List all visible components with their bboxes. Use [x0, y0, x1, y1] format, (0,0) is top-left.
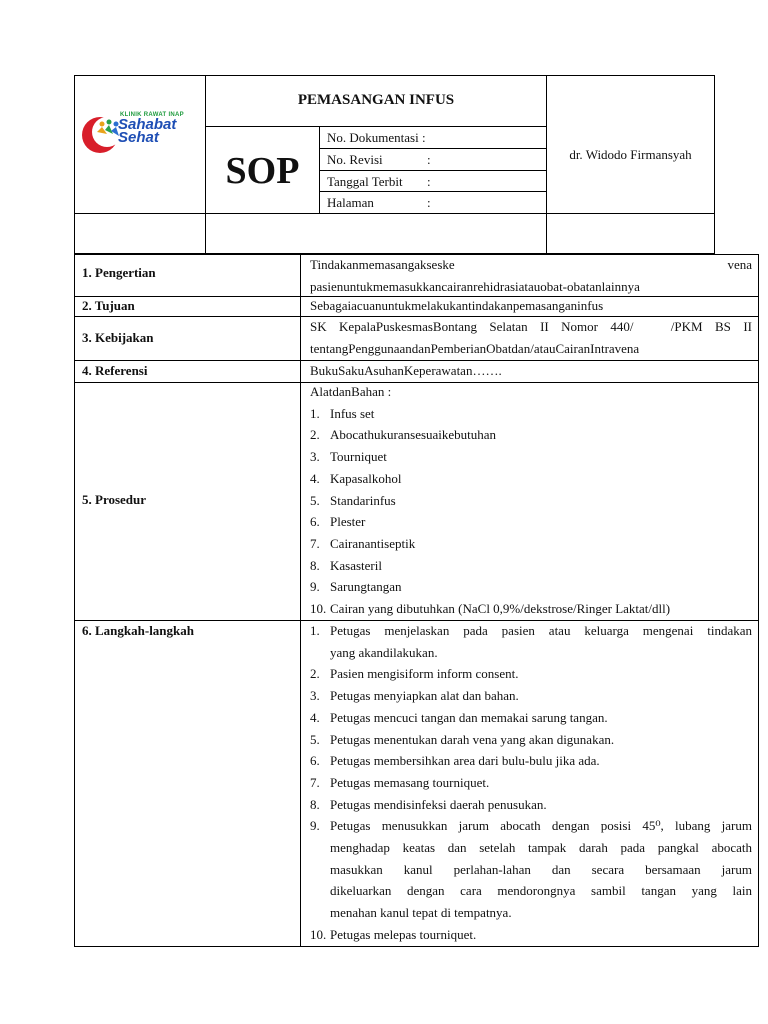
item-number: 3.: [310, 688, 320, 704]
pengertian-line2: pasienuntukmemasukkancairanrehidrasiatauobat-obatanlainnya: [310, 278, 640, 294]
meta-value: :: [427, 195, 431, 210]
item-number: 6.: [310, 514, 320, 530]
item-text: Tourniquet: [330, 449, 387, 465]
item-number: 8.: [310, 557, 320, 573]
meta-label: Tanggal Terbit: [327, 174, 403, 189]
text-prosedur: [310, 381, 752, 620]
meta-value: :: [427, 152, 431, 167]
item-line: yang akandilakukan.: [330, 644, 438, 660]
item-number: 6.: [310, 753, 320, 769]
prosedur-item: [310, 446, 752, 468]
label-langkah: 6. Langkah-langkah: [82, 623, 194, 638]
item-number: 1.: [310, 623, 320, 638]
item-number: 3.: [310, 449, 320, 465]
langkah-list: [310, 620, 752, 946]
clinic-logo: [80, 110, 202, 160]
label-referensi: 4. Referensi: [82, 363, 148, 378]
item-number: 5.: [310, 731, 320, 747]
pengertian-text-b: vena: [727, 257, 752, 272]
clinic-tagline: KLINIK RAWAT INAP: [120, 112, 184, 118]
item-number: 4.: [310, 470, 320, 486]
text-referensi: BukuSakuAsuhanKeperawatan…….: [310, 363, 502, 378]
item-line: Petugas menyiapkan alat dan bahan.: [330, 688, 519, 704]
kebijakan-line2: tentangPenggunaandanPemberianObatdan/atauCairanIntravena: [310, 340, 640, 356]
langkah-item: [310, 707, 752, 729]
item-number: 10.: [310, 601, 327, 617]
meta-label: No. Dokumentasi :: [327, 130, 426, 145]
prosedur-item: [310, 424, 752, 446]
prosedur-item: [310, 468, 752, 490]
label-pengertian: 1. Pengertian: [82, 265, 156, 280]
item-line: menghadap keatas dan setelah tampak darah pada pangkal abocath: [330, 840, 752, 856]
item-text: Kasasteril: [330, 557, 382, 573]
prosedur-item: [310, 598, 752, 620]
divider: [300, 254, 301, 947]
item-number: 5.: [310, 492, 320, 508]
item-line: Petugas menusukkan jarum abocath dengan posisi 45⁰, lubang jarum: [330, 818, 752, 834]
pengertian-line1: [310, 254, 752, 276]
item-number: 4.: [310, 709, 320, 725]
item-number: 2.: [310, 427, 320, 443]
item-line: menahan kanul tepat di tempatnya.: [330, 905, 512, 921]
item-line: Petugas melepas tourniquet.: [330, 926, 477, 942]
langkah-item: [310, 620, 752, 663]
item-text: Infus set: [330, 405, 375, 421]
clinic-name-line2: Sehat: [118, 129, 159, 146]
item-number: 9.: [310, 818, 320, 834]
meta-halaman: [327, 195, 431, 211]
divider: [205, 126, 547, 127]
item-line: Pasien mengisiform inform consent.: [330, 666, 519, 682]
prosedur-item: [310, 403, 752, 425]
item-number: 2.: [310, 666, 320, 682]
langkah-item: [310, 663, 752, 685]
meta-no-dokumentasi: [327, 130, 426, 146]
item-number: 1.: [310, 405, 320, 421]
document-title: PEMASANGAN INFUS: [297, 92, 455, 108]
item-text: Standarinfus: [330, 492, 396, 508]
langkah-item: [310, 794, 752, 816]
text-kebijakan: [310, 316, 752, 359]
divider: [74, 213, 715, 214]
meta-label: No. Revisi: [327, 152, 383, 167]
text-tujuan: Sebagaiacuanuntukmelakukantindakanpemasanganinfus: [310, 298, 604, 313]
label-prosedur: 5. Prosedur: [82, 492, 147, 507]
item-number: 8.: [310, 796, 320, 812]
item-number: 9.: [310, 579, 320, 595]
item-number: 7.: [310, 535, 320, 551]
item-text: Kapasalkohol: [330, 470, 402, 486]
prosedur-item: [310, 511, 752, 533]
langkah-item: [310, 772, 752, 794]
meta-tanggal-terbit: [327, 174, 431, 190]
prosedur-item: [310, 555, 752, 577]
item-line: Petugas mencuci tangan dan memakai sarung tangan.: [330, 709, 608, 725]
meta-label: Halaman: [327, 195, 374, 210]
item-line: Petugas menjelaskan pada pasien atau keluarga mengenai tindakan: [330, 623, 752, 638]
divider: [319, 191, 547, 192]
item-text: Sarungtangan: [330, 579, 402, 595]
kebijakan-line1: SK KepalaPuskesmasBontang Selatan II Nomor 440/ /PKM BS II: [310, 319, 752, 334]
item-line: Petugas membersihkan area dari bulu-bulu jika ada.: [330, 753, 600, 769]
item-line: dikeluarkan dengan cara mendorongnya sambil tangan yang lain: [330, 883, 752, 899]
item-number: 10.: [310, 926, 327, 942]
prosedur-item: [310, 490, 752, 512]
meta-value: :: [427, 174, 431, 189]
prosedur-item: [310, 533, 752, 555]
divider: [546, 75, 547, 254]
prosedur-item: [310, 576, 752, 598]
prosedur-intro: AlatdanBahan :: [310, 384, 392, 399]
prosedur-list: [310, 403, 752, 620]
langkah-item: [310, 815, 752, 924]
signer-name: dr. Widodo Firmansyah: [569, 147, 692, 162]
item-text: Abocathukuransesuaikebutuhan: [330, 427, 497, 443]
langkah-item: [310, 924, 752, 946]
langkah-item: [310, 685, 752, 707]
item-text: Cairanantiseptik: [330, 535, 416, 551]
clinic-name: [118, 118, 176, 144]
item-line: masukkan kanul perlahan-lahan dan secara bersamaan jarum: [330, 861, 752, 877]
divider: [319, 170, 547, 171]
item-line: Petugas menentukan darah vena yang akan digunakan.: [330, 731, 615, 747]
divider: [319, 148, 547, 149]
clinic-name-line1: Sahabat: [118, 116, 177, 133]
sop-label: SOP: [225, 150, 300, 192]
item-number: 7.: [310, 774, 320, 790]
text-langkah: [310, 620, 752, 946]
text-pengertian: [310, 254, 752, 297]
langkah-item: [310, 729, 752, 751]
item-line: Petugas mendisinfeksi daerah penusukan.: [330, 796, 547, 812]
label-kebijakan: 3. Kebijakan: [82, 330, 154, 345]
langkah-item: [310, 750, 752, 772]
item-text: Plester: [330, 514, 366, 530]
label-tujuan: 2. Tujuan: [82, 298, 135, 313]
item-text: Cairan yang dibutuhkan (NaCl 0,9%/dekstrose/Ringer Laktat/dll): [330, 601, 671, 617]
meta-no-revisi: [327, 152, 431, 168]
item-line: Petugas memasang tourniquet.: [330, 774, 490, 790]
pengertian-text-a: Tindakanmemasangakseske: [310, 257, 455, 272]
